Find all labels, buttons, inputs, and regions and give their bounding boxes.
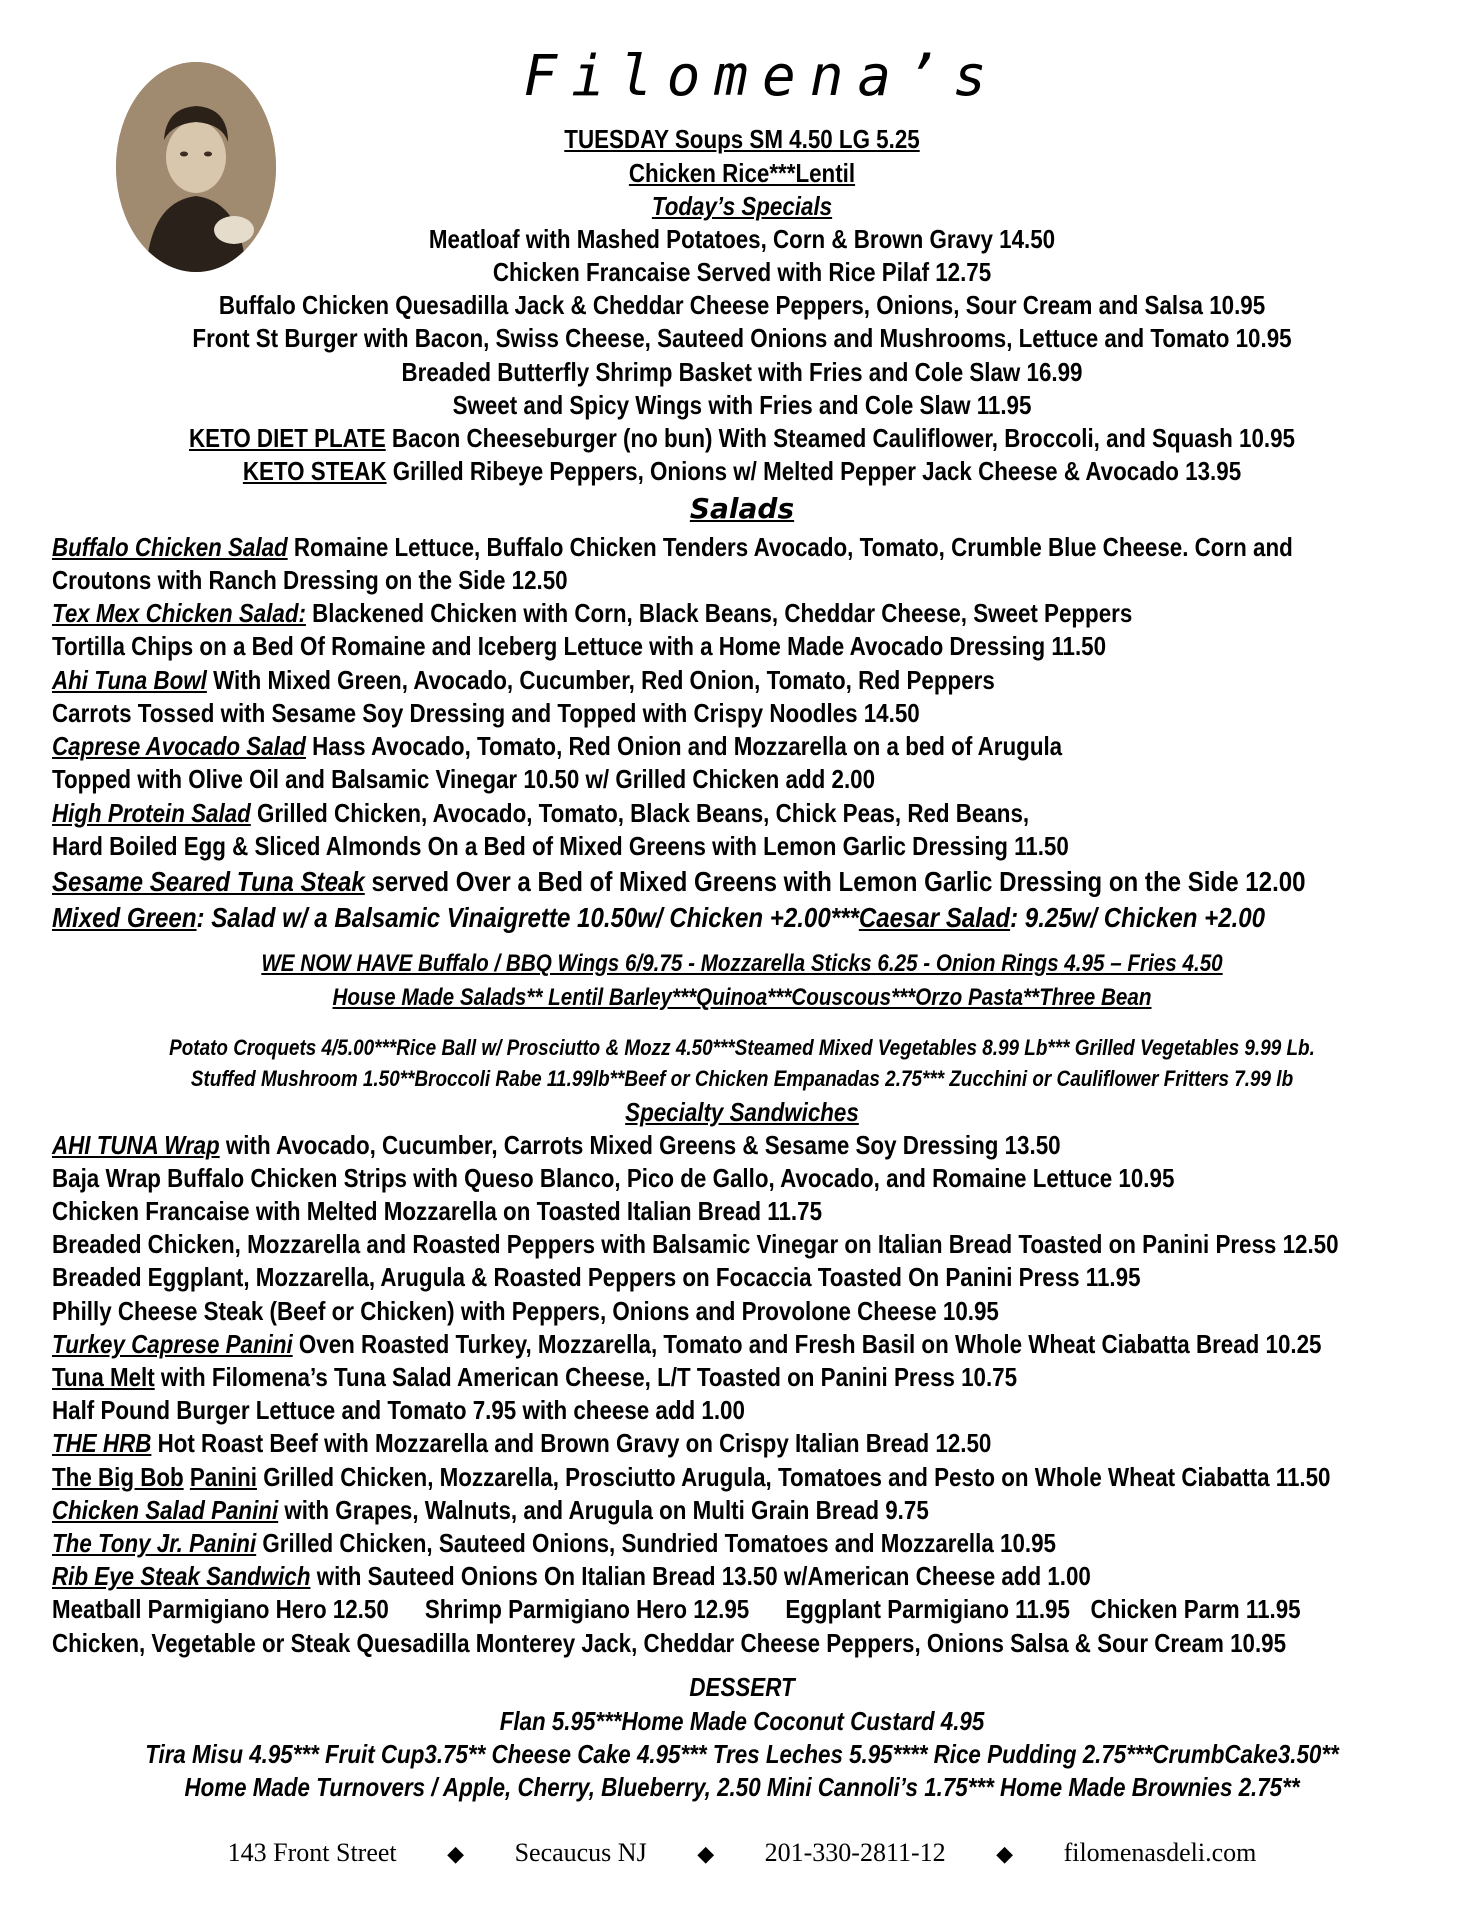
philly-cheese-steak: Philly Cheese Steak (Beef or Chicken) with Peppers, Onions and Provolone Cheese 10.95 (52, 1296, 999, 1326)
high-protein-salad-desc: Grilled Chicken, Avocado, Tomato, Black Beans, Chick Peas, Red Beans, (250, 798, 1030, 828)
high-protein-salad-cont: Hard Boiled Egg & Sliced Almonds On a Bed of Mixed Greens with Lemon Garlic Dressing 11.50 (52, 831, 1069, 861)
buffalo-chicken-salad-desc: Romaine Lettuce, Buffalo Chicken Tenders Avocado, Tomato, Crumble Blue Cheese. Corn and (287, 532, 1293, 562)
high-protein-salad (52, 798, 1029, 829)
buffalo-chicken-salad-name: Buffalo Chicken Salad (52, 532, 288, 562)
house-made-salads: House Made Salads** Lentil Barley***Quinoa***Couscous***Orzo Pasta**Three Bean (332, 984, 1152, 1011)
caprese-avocado-salad-desc: Hass Avocado, Tomato, Red Onion and Mozzarella on a bed of Arugula (305, 731, 1063, 761)
turkey-caprese-panini (52, 1329, 1321, 1360)
tony-jr-panini-name: The Tony Jr. Panini (52, 1528, 257, 1558)
tony-jr-panini-desc: Grilled Chicken, Sauteed Onions, Sundried Tomatoes and Mozzarella 10.95 (256, 1528, 1056, 1558)
turkey-caprese-panini-desc: Oven Roasted Turkey, Mozzarella, Tomato and Fresh Basil on Whole Wheat Ciabatta Bread 10.25 (292, 1329, 1322, 1359)
mixed-green-name: Mixed Green (52, 902, 197, 933)
ahi-tuna-bowl-desc: With Mixed Green, Avocado, Cucumber, Red Onion, Tomato, Red Peppers (206, 665, 995, 695)
the-big-bob-desc: Grilled Chicken, Mozzarella, Prosciutto Arugula, Tomatoes and Pesto on Whole Wheat Ciabatta 11.50 (256, 1462, 1331, 1492)
special-item: Sweet and Spicy Wings with Fries and Cole Slaw 11.95 (452, 390, 1032, 420)
soups-heading: TUESDAY Soups SM 4.50 LG 5.25 (564, 124, 920, 154)
turkey-caprese-panini-name: Turkey Caprese Panini (52, 1329, 293, 1359)
the-hrb (52, 1428, 991, 1459)
chicken-salad-panini (52, 1495, 929, 1526)
caprese-avocado-salad-name: Caprese Avocado Salad (52, 731, 306, 761)
special-item: Breaded Butterfly Shrimp Basket with Fries and Cole Slaw 16.99 (401, 357, 1083, 387)
tuna-melt (52, 1362, 1017, 1393)
tex-mex-chicken-salad-name: Tex Mex Chicken Salad: (52, 598, 306, 628)
dessert-line-1: Flan 5.95***Home Made Coconut Custard 4.95 (499, 1706, 985, 1736)
special-item: Meatloaf with Mashed Potatoes, Corn & Brown Gravy 14.50 (428, 224, 1056, 254)
tony-jr-panini (52, 1528, 1056, 1559)
breaded-eggplant-sandwich: Breaded Eggplant, Mozzarella, Arugula & Roasted Peppers on Focaccia Toasted On Panini Press 11.95 (52, 1262, 1141, 1292)
footer-phone: 201-330-2811-12 (764, 1838, 946, 1867)
the-hrb-name: THE HRB (52, 1428, 152, 1458)
sides-line-2: Stuffed Mushroom 1.50**Broccoli Rabe 11.99lb**Beef or Chicken Empanadas 2.75*** Zucchini or Cauliflower Fritters 7.99 lb (190, 1066, 1294, 1091)
parmigiano-line (52, 1594, 1301, 1625)
high-protein-salad-name: High Protein Salad (52, 798, 251, 828)
footer-city: Secaucus NJ (514, 1838, 647, 1867)
ahi-tuna-wrap-desc: with Avocado, Cucumber, Carrots Mixed Greens & Sesame Soy Dressing 13.50 (219, 1130, 1061, 1160)
rib-eye-steak-sandwich-name: Rib Eye Steak Sandwich (52, 1561, 311, 1591)
baja-wrap: Baja Wrap Buffalo Chicken Strips with Queso Blanco, Pico de Gallo, Avocado, and Romaine Lettuce 10.95 (52, 1163, 1175, 1193)
eggplant-parm: Eggplant Parmigiano 11.95 (785, 1594, 1070, 1624)
wings-extras: WE NOW HAVE Buffalo / BBQ Wings 6/9.75 - Mozzarella Sticks 6.25 - Onion Rings 4.95 – Fries 4.50 (261, 950, 1223, 977)
diamond-separator-icon: ◆ (447, 1842, 465, 1867)
mixed-green-desc: : Salad w/ a Balsamic Vinaigrette 10.50w/ Chicken +2.00*** (196, 902, 859, 933)
keto-steak-special (104, 456, 1380, 487)
mixed-green-caesar-line (52, 902, 1265, 934)
specials-heading: Today’s Specials (651, 191, 833, 221)
dessert-line-2: Tira Misu 4.95*** Fruit Cup3.75** Cheese Cake 4.95*** Tres Leches 5.95**** Rice Pudding 2.75***CrumbCake3.50** (145, 1739, 1339, 1769)
rib-eye-steak-sandwich-desc: with Sauteed Onions On Italian Bread 13.50 w/American Cheese add 1.00 (310, 1561, 1091, 1591)
dessert-line-3: Home Made Turnovers / Apple, Cherry, Blueberry, 2.50 Mini Cannoli’s 1.75*** Home Made Brownies 2.75** (184, 1772, 1300, 1802)
chicken-francaise-sandwich: Chicken Francaise with Melted Mozzarella on Toasted Italian Bread 11.75 (52, 1196, 823, 1226)
tuna-melt-desc: with Filomena’s Tuna Salad American Cheese, L/T Toasted on Panini Press 10.75 (154, 1362, 1018, 1392)
chicken-salad-panini-desc: with Grapes, Walnuts, and Arugula on Multi Grain Bread 9.75 (278, 1495, 929, 1525)
specialty-sandwiches-heading: Specialty Sandwiches (625, 1097, 859, 1127)
the-hrb-desc: Hot Roast Beef with Mozzarella and Brown Gravy on Crispy Italian Bread 12.50 (151, 1428, 992, 1458)
keto-diet-plate-desc: Bacon Cheeseburger (no bun) With Steamed Cauliflower, Broccoli, and Squash 10.95 (385, 423, 1295, 453)
sesame-seared-tuna-steak (52, 866, 1306, 898)
soups-list: Chicken Rice***Lentil (628, 158, 856, 188)
keto-steak-name: KETO STEAK (242, 456, 387, 486)
chicken-parm: Chicken Parm 11.95 (1090, 1594, 1301, 1624)
tex-mex-chicken-salad-desc: Blackened Chicken with Corn, Black Beans, Cheddar Cheese, Sweet Peppers (305, 598, 1133, 628)
caprese-avocado-salad-cont: Topped with Olive Oil and Balsamic Vinegar 10.50 w/ Grilled Chicken add 2.00 (52, 764, 876, 794)
diamond-separator-icon: ◆ (996, 1842, 1014, 1867)
sesame-seared-tuna-steak-desc: served Over a Bed of Mixed Greens with Lemon Garlic Dressing on the Side 12.00 (364, 866, 1306, 897)
meatball-parm: Meatball Parmigiano Hero 12.50 (52, 1594, 389, 1624)
tuna-melt-name: Tuna Melt (52, 1362, 155, 1392)
sides-line-1: Potato Croquets 4/5.00***Rice Ball w/ Prosciutto & Mozz 4.50***Steamed Mixed Vegetables 8.99 Lb*** Grilled Vegetables 9.99 Lb. (169, 1035, 1315, 1060)
caesar-salad-name: Caesar Salad (858, 902, 1011, 933)
keto-steak-desc: Grilled Ribeye Peppers, Onions w/ Melted Pepper Jack Cheese & Avocado 13.95 (386, 456, 1242, 486)
buffalo-chicken-salad-cont: Croutons with Ranch Dressing on the Side 12.50 (52, 565, 568, 595)
tex-mex-chicken-salad-cont: Tortilla Chips on a Bed Of Romaine and Iceberg Lettuce with a Home Made Avocado Dressing 11.50 (52, 631, 1107, 661)
ahi-tuna-bowl-cont: Carrots Tossed with Sesame Soy Dressing and Topped with Crispy Noodles 14.50 (52, 698, 920, 728)
buffalo-chicken-salad (52, 532, 1293, 563)
quesadilla: Chicken, Vegetable or Steak Quesadilla Monterey Jack, Cheddar Cheese Peppers, Onions Salsa & Sour Cream 10.95 (52, 1628, 1287, 1658)
breaded-chicken-sandwich: Breaded Chicken, Mozzarella and Roasted Peppers with Balsamic Vinegar on Italian Bread Toasted on Panini Press 12.50 (52, 1229, 1339, 1259)
footer-website: filomenasdeli.com (1063, 1838, 1257, 1867)
rib-eye-steak-sandwich (52, 1561, 1091, 1592)
ahi-tuna-wrap-name: AHI TUNA Wrap (52, 1130, 220, 1160)
half-pound-burger: Half Pound Burger Lettuce and Tomato 7.95 with cheese add 1.00 (52, 1395, 745, 1425)
chicken-salad-panini-name: Chicken Salad Panini (52, 1495, 279, 1525)
ahi-tuna-wrap (52, 1130, 1061, 1161)
keto-diet-plate-special (104, 423, 1380, 454)
dessert-heading: DESSERT (689, 1672, 795, 1702)
restaurant-logo-title: Filomena’s (523, 44, 1001, 109)
tex-mex-chicken-salad (52, 598, 1132, 629)
keto-diet-plate-name: KETO DIET PLATE (189, 423, 386, 453)
diamond-separator-icon: ◆ (697, 1842, 715, 1867)
the-big-bob-name: The Big Bob (52, 1462, 184, 1492)
footer-address: 143 Front Street (227, 1838, 397, 1867)
sesame-seared-tuna-steak-name: Sesame Seared Tuna Steak (52, 866, 365, 897)
salads-heading: Salads (689, 492, 795, 525)
ahi-tuna-bowl-name: Ahi Tuna Bowl (52, 665, 207, 695)
special-item: Front St Burger with Bacon, Swiss Cheese, Sauteed Onions and Mushrooms, Lettuce and Tomato 10.95 (192, 323, 1292, 353)
footer-contact (0, 1838, 1484, 1868)
ahi-tuna-bowl (52, 665, 995, 696)
the-big-bob-panini (52, 1462, 1330, 1493)
special-item: Buffalo Chicken Quesadilla Jack & Cheddar Cheese Peppers, Onions, Sour Cream and Salsa 10.95 (218, 290, 1266, 320)
shrimp-parm: Shrimp Parmigiano Hero 12.95 (424, 1594, 750, 1624)
caesar-salad-desc: : 9.25w/ Chicken +2.00 (1010, 902, 1266, 933)
special-item: Chicken Francaise Served with Rice Pilaf 12.75 (492, 257, 992, 287)
caprese-avocado-salad (52, 731, 1062, 762)
the-big-bob-panini-label: Panini (189, 1462, 257, 1492)
